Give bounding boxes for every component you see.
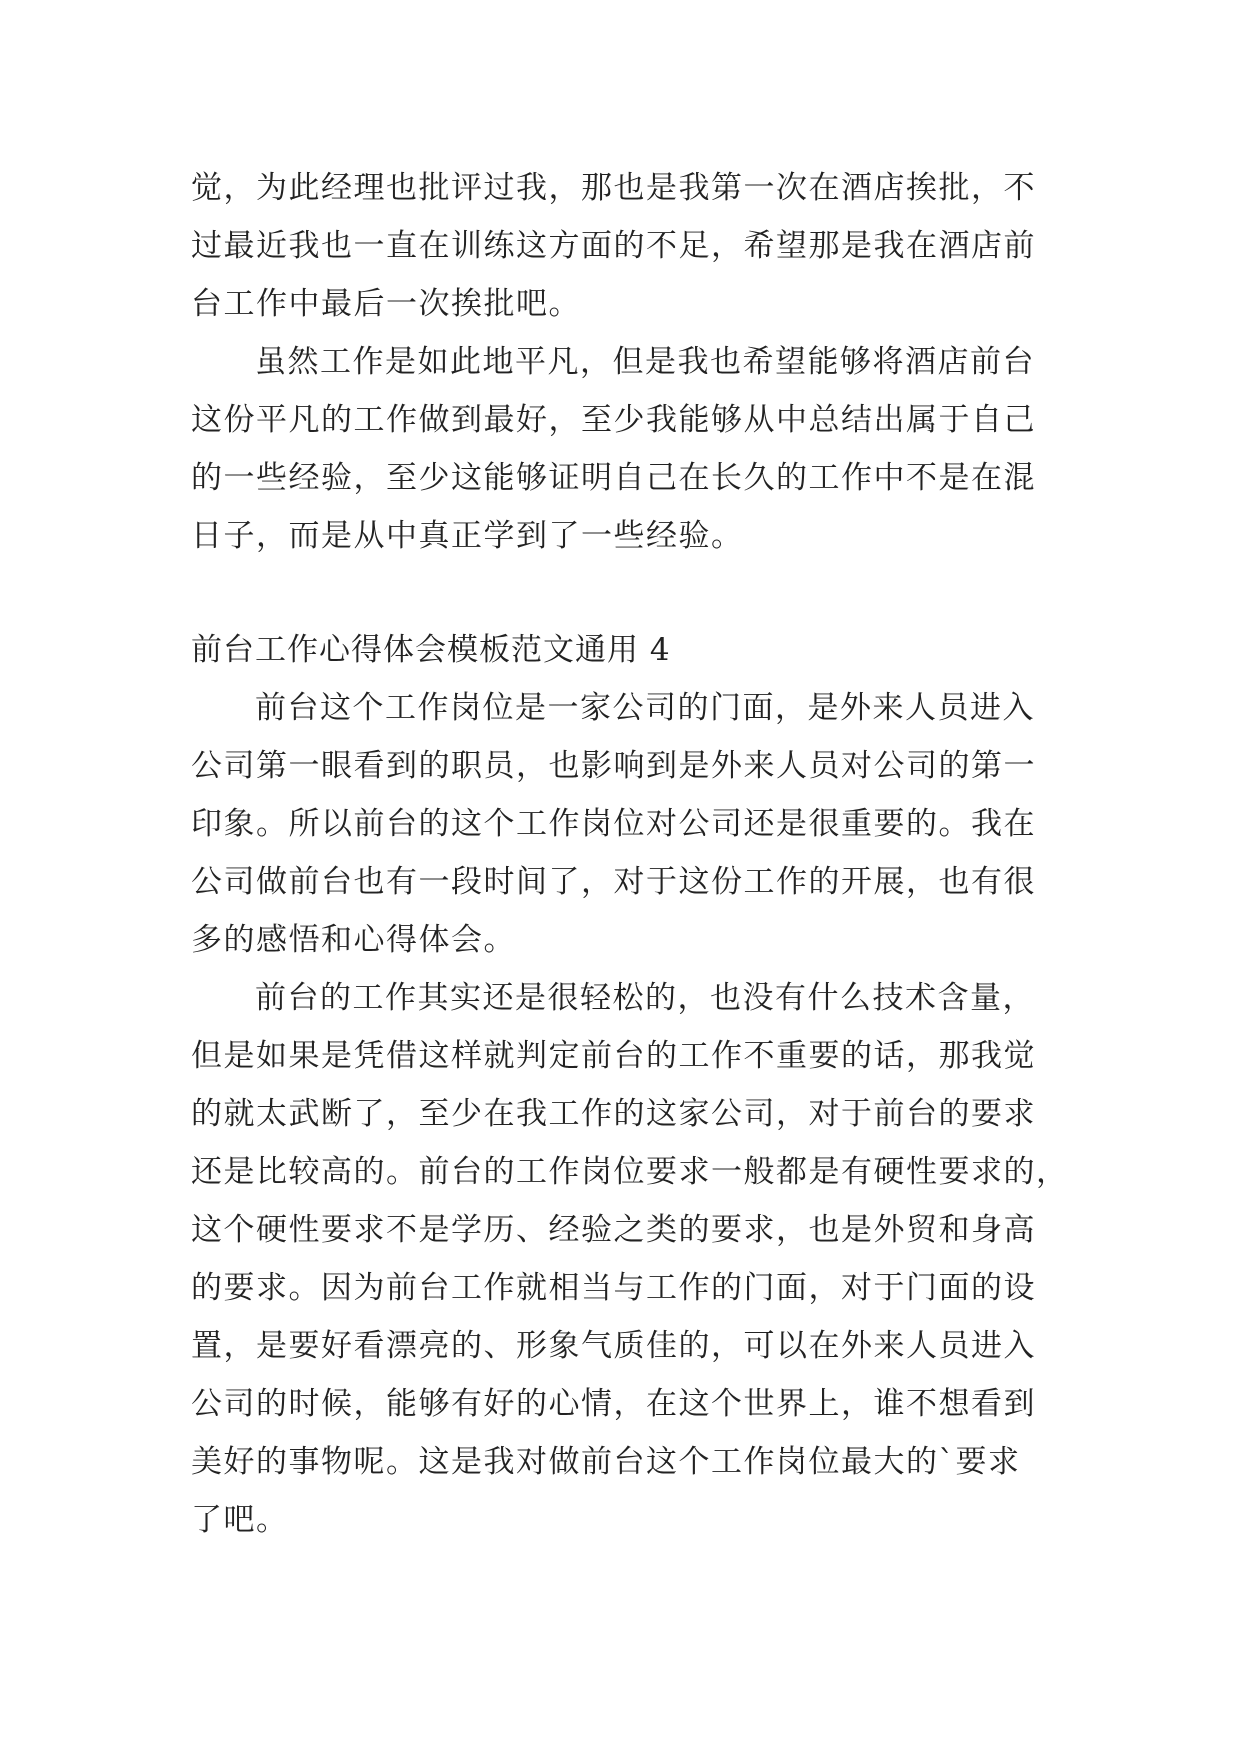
paragraph-line: 的要求。因为前台工作就相当与工作的门面，对于门面的设 [191,1270,1036,1306]
paragraph-line: 美好的事物呢。这是我对做前台这个工作岗位最大的`要求 [191,1444,1021,1480]
paragraph-line: 觉，为此经理也批评过我，那也是我第一次在酒店挨批，不 [191,170,1036,206]
paragraph-line: 前台这个工作岗位是一家公司的门面，是外来人员进入 [255,690,1035,726]
section-title: 前台工作心得体会模板范文通用 4 [191,632,671,668]
paragraph-line: 印象。所以前台的这个工作岗位对公司还是很重要的。我在 [191,806,1036,842]
paragraph-line: 公司的时候，能够有好的心情，在这个世界上，谁不想看到 [191,1386,1036,1422]
paragraph-line: 多的感悟和心得体会。 [191,922,516,958]
paragraph-line: 了吧。 [191,1502,289,1538]
paragraph-line: 前台的工作其实还是很轻松的，也没有什么技术含量， [255,980,1035,1016]
paragraph-line: 的就太武断了，至少在我工作的这家公司，对于前台的要求 [191,1096,1036,1132]
paragraph-line: 这个硬性要求不是学历、经验之类的要求，也是外贸和身高 [191,1212,1036,1248]
paragraph-line: 但是如果是凭借这样就判定前台的工作不重要的话，那我觉 [191,1038,1036,1074]
paragraph-line: 过最近我也一直在训练这方面的不足，希望那是我在酒店前 [191,228,1036,264]
paragraph-line: 这份平凡的工作做到最好，至少我能够从中总结出属于自己 [191,402,1036,438]
paragraph-line: 公司做前台也有一段时间了，对于这份工作的开展，也有很 [191,864,1036,900]
paragraph-line: 虽然工作是如此地平凡，但是我也希望能够将酒店前台 [255,344,1035,380]
paragraph-line: 公司第一眼看到的职员，也影响到是外来人员对公司的第一 [191,748,1036,784]
paragraph-line: 台工作中最后一次挨批吧。 [191,286,581,322]
paragraph-line: 置，是要好看漂亮的、形象气质佳的，可以在外来人员进入 [191,1328,1036,1364]
paragraph-line: 还是比较高的。前台的工作岗位要求一般都是有硬性要求的， [191,1154,1069,1190]
paragraph-line: 日子，而是从中真正学到了一些经验。 [191,518,744,554]
paragraph-line: 的一些经验，至少这能够证明自己在长久的工作中不是在混 [191,460,1036,496]
